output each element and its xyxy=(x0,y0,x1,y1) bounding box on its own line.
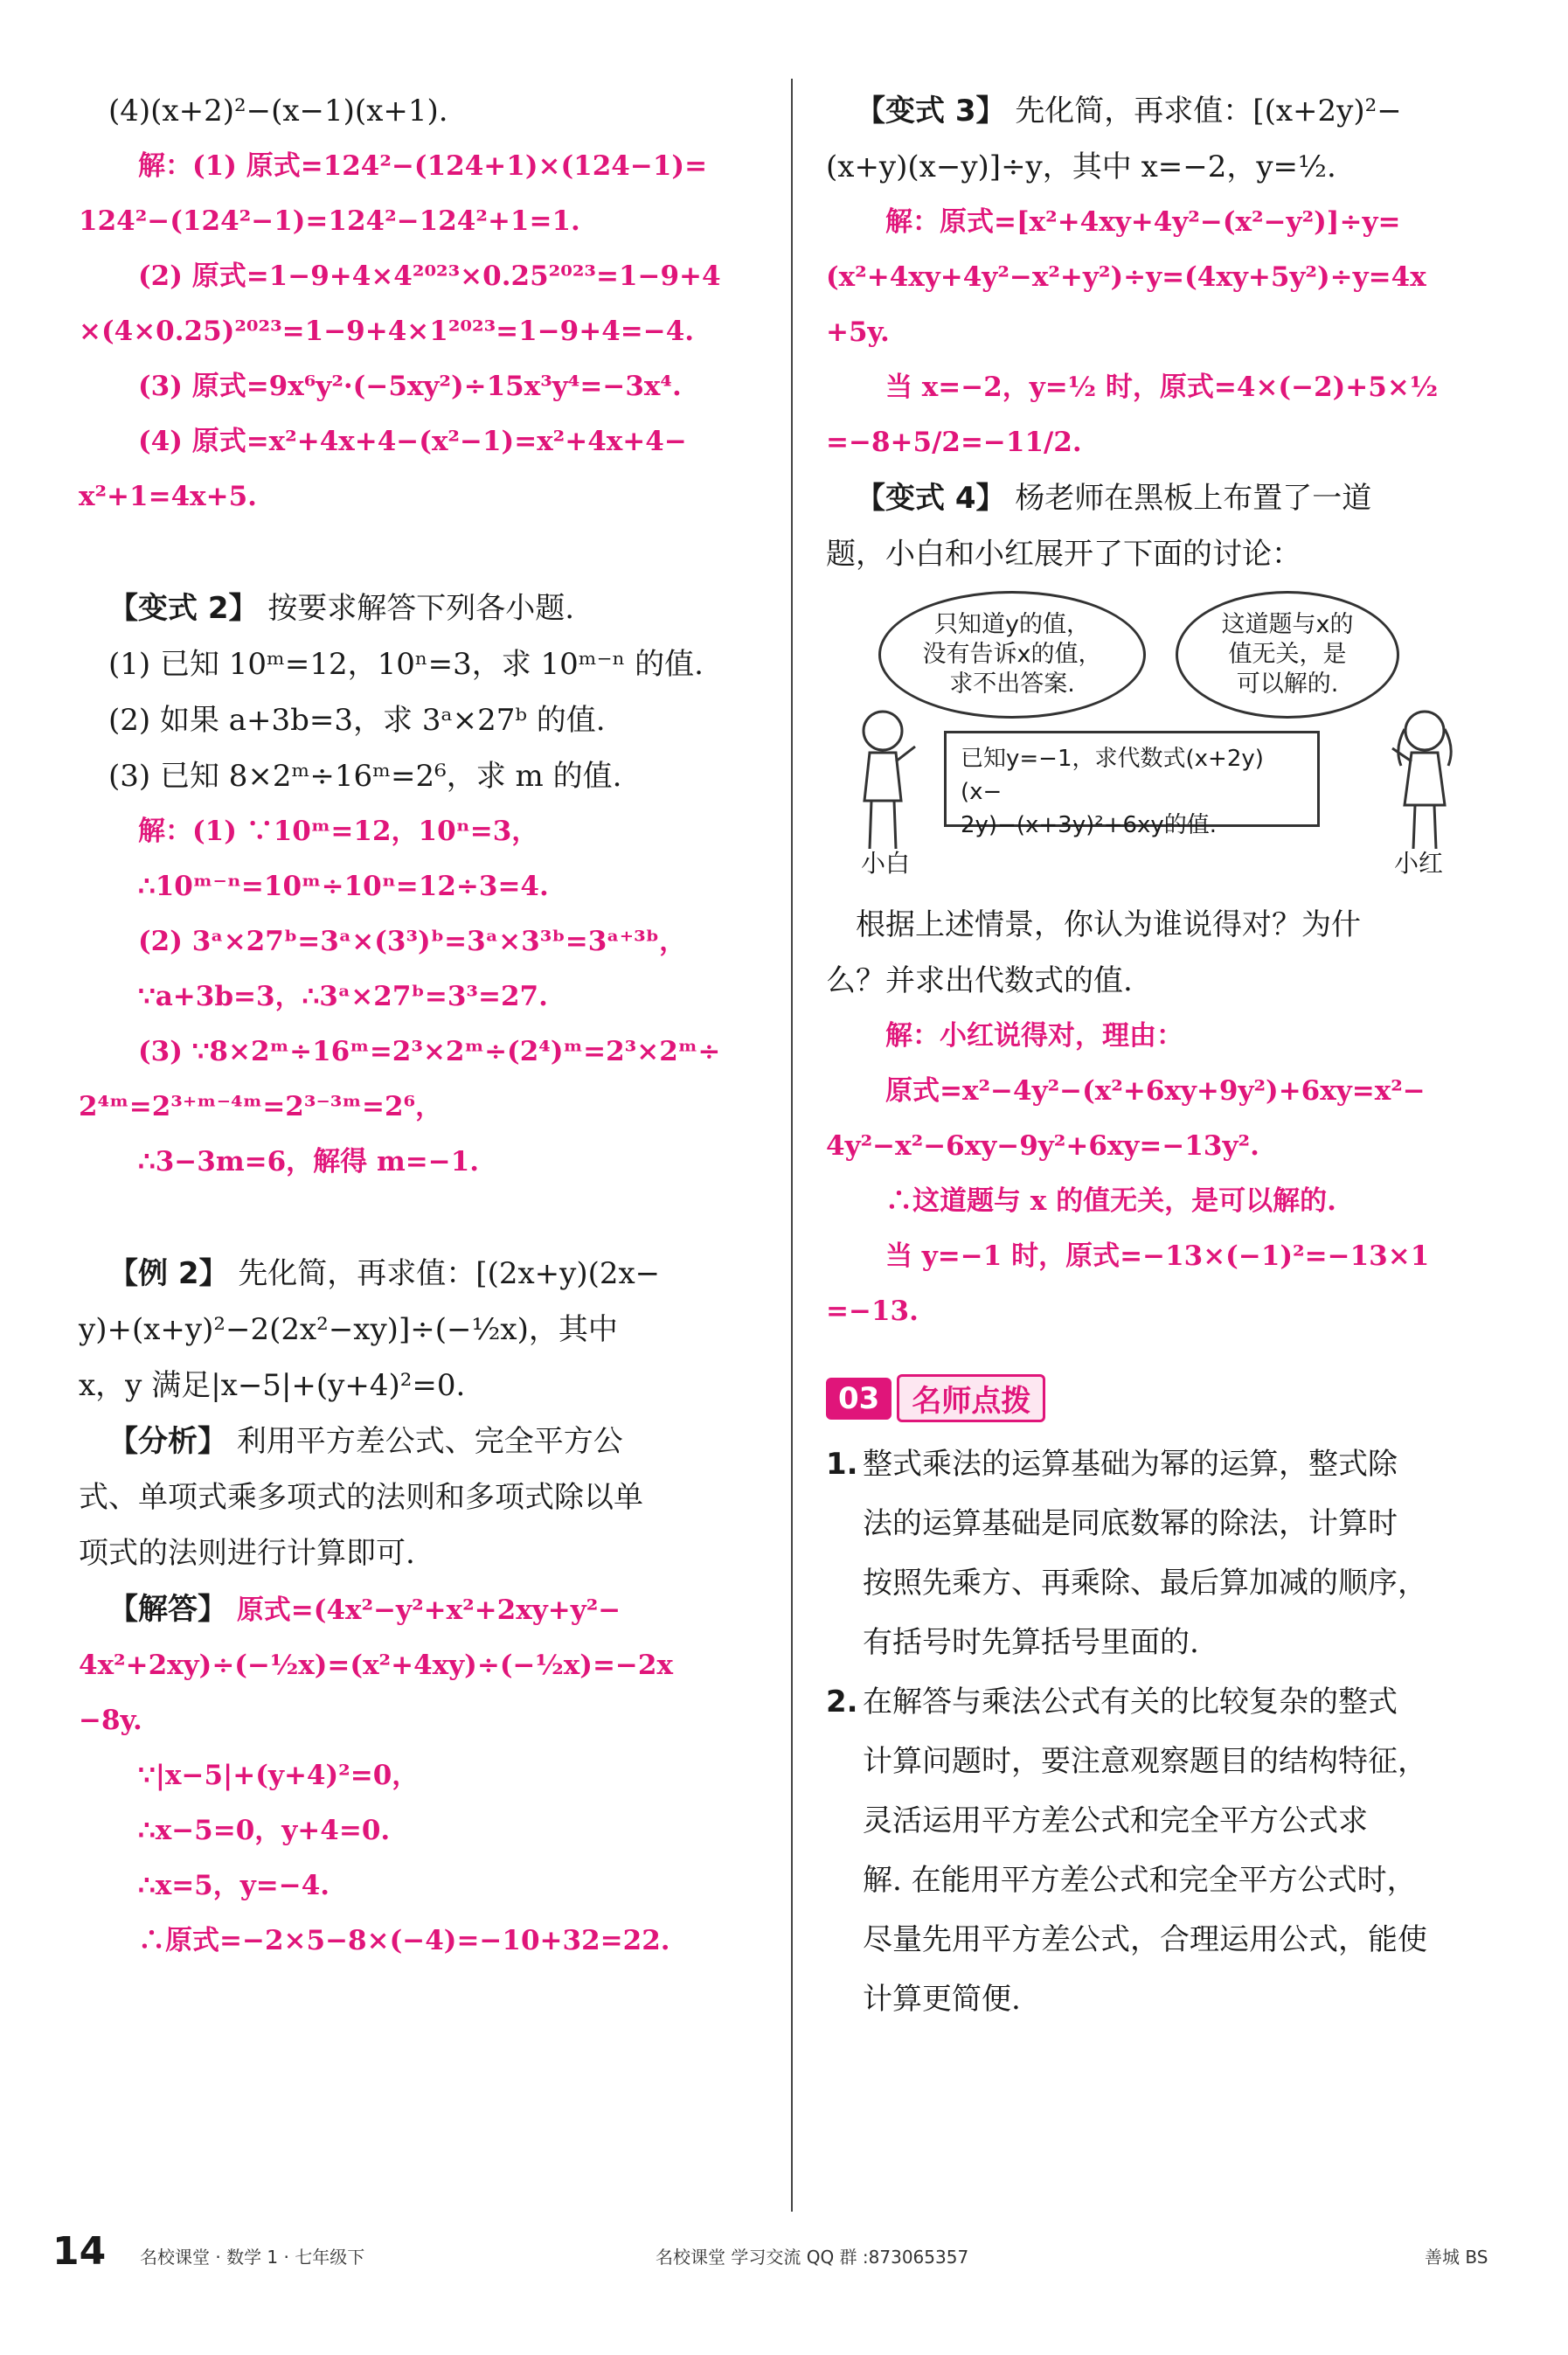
tip-text: 解. 在能用平方差公式和完全平方公式时， xyxy=(863,1863,1417,1898)
footer-group-info: 名校课堂 学习交流 QQ 群 :873065357 xyxy=(656,2247,969,2268)
answer-line: (2) 原式=1−9+4×4²⁰²³×0.25²⁰²³=1−9+4 xyxy=(138,261,721,292)
answer-line: +5y. xyxy=(826,316,890,348)
answer-line: 4x²+2xy)÷(−½x)=(x²+4xy)÷(−½x)=−2x xyxy=(79,1650,673,1681)
answer-line: 原式=x²−4y²−(x²+6xy+9y²)+6xy=x²− xyxy=(885,1075,1426,1107)
answer-line: ×(4×0.25)²⁰²³=1−9+4×1²⁰²³=1−9+4=−4. xyxy=(79,316,695,347)
girl-figure-icon xyxy=(1385,705,1464,862)
analysis-line: 式、单项式乘多项式的法则和多项式除以单 xyxy=(79,1480,643,1515)
tip-text: 法的运算基础是同底数幂的除法，计算时 xyxy=(863,1506,1398,1541)
variant-4-q4: 么？并求出代数式的值. xyxy=(826,963,1133,998)
answer-line: x²+1=4x+5. xyxy=(79,481,257,512)
variant-2-q1: (1) 已知 10ᵐ=12，10ⁿ=3，求 10ᵐ⁻ⁿ 的值. xyxy=(108,647,704,682)
answer-line: 124²−(124²−1)=124²−124²+1=1. xyxy=(79,205,580,237)
variant-3-tag: 【变式 3】 xyxy=(856,94,1006,129)
answer-line: ∵a+3b=3，∴3ᵃ×27ᵇ=3³=27. xyxy=(138,981,548,1012)
example-2-q3: x，y 满足|x−5|+(y+4)²=0. xyxy=(79,1368,466,1403)
answer-line: 2⁴ᵐ=2³⁺ᵐ⁻⁴ᵐ=2³⁻³ᵐ=2⁶， xyxy=(79,1091,443,1122)
board-text: 已知y=−1，求代数式(x+2y)(x− xyxy=(961,746,1264,805)
tip-text: 灵活运用平方差公式和完全平方公式求 xyxy=(863,1803,1368,1838)
tip-text: 有括号时先算括号里面的. xyxy=(863,1625,1199,1660)
answer-line: (2) 3ᵃ×27ᵇ=3ᵃ×(3³)ᵇ=3ᵃ×3³ᵇ=3ᵃ⁺³ᵇ， xyxy=(138,926,687,957)
column-divider xyxy=(791,79,793,2212)
tip-number: 2. xyxy=(826,1685,858,1719)
answer-line: (x²+4xy+4y²−x²+y²)÷y=(4xy+5y²)÷y=4x xyxy=(826,261,1426,293)
analysis-line: 项式的法则进行计算即可. xyxy=(79,1536,415,1571)
blackboard-problem xyxy=(944,731,1320,838)
answer-line: 4y²−x²−6xy−9y²+6xy=−13y². xyxy=(826,1130,1259,1162)
answer-line: 解：小红说得对，理由： xyxy=(885,1020,1183,1052)
variant-3-q1 xyxy=(826,83,1508,139)
discussion-illustration xyxy=(826,591,1508,879)
bubble-text: 求不出答案. xyxy=(949,670,1075,698)
footer-edition: 善城 BS xyxy=(1425,2247,1488,2268)
board-text: 2y)−(x+3y)²+6xy的值. xyxy=(961,812,1218,838)
answer-line: ∴10ᵐ⁻ⁿ=10ᵐ÷10ⁿ=12÷3=4. xyxy=(138,871,549,902)
tip-text: 计算更简便. xyxy=(863,1982,1021,2017)
spacer xyxy=(79,524,760,580)
tip-2 xyxy=(826,1672,1508,2029)
label-xiaobai: 小白 xyxy=(861,849,911,878)
section-title: 名师点拨 xyxy=(897,1374,1045,1422)
variant-4-q1 xyxy=(826,470,1508,526)
answer-line: ∴3−3m=6，解得 m=−1. xyxy=(138,1146,480,1178)
variant-4-tag: 【变式 4】 xyxy=(856,481,1006,516)
variant-4-text: 杨老师在黑板上布置了一道 xyxy=(1015,481,1372,516)
tip-text: 按照先乘方、再乘除、最后算加减的顺序， xyxy=(863,1566,1427,1601)
answer-line: ∴x−5=0，y+4=0. xyxy=(138,1815,391,1846)
answer-line: =−13. xyxy=(826,1296,919,1327)
variant-4-q3: 根据上述情景，你认为谁说得对？为什 xyxy=(856,907,1361,942)
tip-1 xyxy=(826,1435,1508,1672)
answer-line: 当 x=−2，y=½ 时，原式=4×(−2)+5×½ xyxy=(885,372,1439,403)
speech-bubble-left xyxy=(878,591,1146,719)
answer-line: ∴这道题与 x 的值无关，是可以解的. xyxy=(885,1185,1336,1217)
answer-line: 解：原式=[x²+4xy+4y²−(x²−y²)]÷y= xyxy=(885,206,1401,238)
variant-2-q2: (2) 如果 a+3b=3，求 3ᵃ×27ᵇ 的值. xyxy=(108,703,606,738)
tip-text: 计算问题时，要注意观察题目的结构特征， xyxy=(863,1744,1427,1779)
analysis-line xyxy=(79,1414,760,1469)
solution-text: 原式=(4x²−y²+x²+2xy+y²− xyxy=(236,1594,621,1626)
bubble-text: 没有告诉x的值， xyxy=(922,641,1102,668)
section-number: 03 xyxy=(826,1378,892,1420)
tip-text: 整式乘法的运算基础为幂的运算，整式除 xyxy=(863,1447,1398,1482)
answer-line: (3) ∵8×2ᵐ÷16ᵐ=2³×2ᵐ÷(2⁴)ᵐ=2³×2ᵐ÷ xyxy=(138,1036,721,1067)
example-2-q1 xyxy=(79,1246,760,1302)
variant-2-title: 按要求解答下列各小题. xyxy=(267,591,575,626)
example-2-tag: 【例 2】 xyxy=(108,1256,229,1291)
boy-figure-icon xyxy=(843,705,922,862)
speech-bubble-right xyxy=(1176,591,1399,719)
answer-line: ∴原式=−2×5−8×(−4)=−10+32=22. xyxy=(138,1925,670,1956)
page-number: 14 xyxy=(52,2229,107,2274)
answer-line: (3) 原式=9x⁶y²·(−5xy²)÷15x³y⁴=−3x⁴. xyxy=(138,371,682,402)
tip-text: 在解答与乘法公式有关的比较复杂的整式 xyxy=(863,1685,1398,1719)
problem-4: (4)(x+2)²−(x−1)(x+1). xyxy=(108,94,448,129)
analysis-text: 利用平方差公式、完全平方公 xyxy=(236,1424,623,1459)
tip-number: 1. xyxy=(826,1447,858,1482)
footer-book-title: 名校课堂 · 数学 1 · 七年级下 xyxy=(140,2247,365,2268)
answer-line: =−8+5/2=−11/2. xyxy=(826,427,1082,458)
variant-2-q3: (3) 已知 8×2ᵐ÷16ᵐ=2⁶，求 m 的值. xyxy=(108,759,622,794)
answer-line: 当 y=−1 时，原式=−13×(−1)²=−13×1 xyxy=(885,1240,1430,1272)
answer-tag: 【解答】 xyxy=(108,1592,227,1627)
variant-2-heading xyxy=(79,580,760,636)
bubble-text: 这道题与x的 xyxy=(1221,611,1354,638)
page-footer xyxy=(52,2229,1521,2273)
solution-line xyxy=(79,1581,760,1638)
analysis-tag: 【分析】 xyxy=(108,1424,227,1459)
spacer xyxy=(79,1190,760,1246)
bubble-text: 可以解的. xyxy=(1236,670,1339,698)
variant-2-tag: 【变式 2】 xyxy=(108,591,259,626)
answer-line: ∴x=5，y=−4. xyxy=(138,1870,330,1901)
answer-line: ∵|x−5|+(y+4)²=0， xyxy=(138,1760,420,1791)
variant-3-text: 先化简，再求值：[(x+2y)²− xyxy=(1015,94,1402,129)
example-2-text: 先化简，再求值：[(2x+y)(2x− xyxy=(238,1256,661,1291)
variant-3-q2: (x+y)(x−y)]÷y，其中 x=−2，y=½. xyxy=(826,149,1336,184)
left-column xyxy=(79,83,760,1969)
bubble-text: 只知道y的值， xyxy=(934,611,1090,638)
variant-4-q2: 题，小白和小红展开了下面的讨论： xyxy=(826,537,1301,572)
example-2-q2: y)+(x+y)²−2(2x²−xy)]÷(−½x)，其中 xyxy=(79,1312,618,1347)
bubble-text: 值无关，是 xyxy=(1228,641,1347,668)
tip-text: 尽量先用平方差公式，合理运用公式，能使 xyxy=(863,1922,1427,1957)
answer-line: (4) 原式=x²+4x+4−(x²−1)=x²+4x+4− xyxy=(138,426,687,457)
label-xiaohong: 小红 xyxy=(1394,849,1444,878)
right-column xyxy=(826,83,1508,2029)
section-header xyxy=(826,1374,1508,1422)
answer-line: 解：(1) 原式=124²−(124+1)×(124−1)= xyxy=(138,150,708,182)
answer-line: 解：(1) ∵10ᵐ=12，10ⁿ=3， xyxy=(138,816,539,847)
answer-line: −8y. xyxy=(79,1705,142,1736)
